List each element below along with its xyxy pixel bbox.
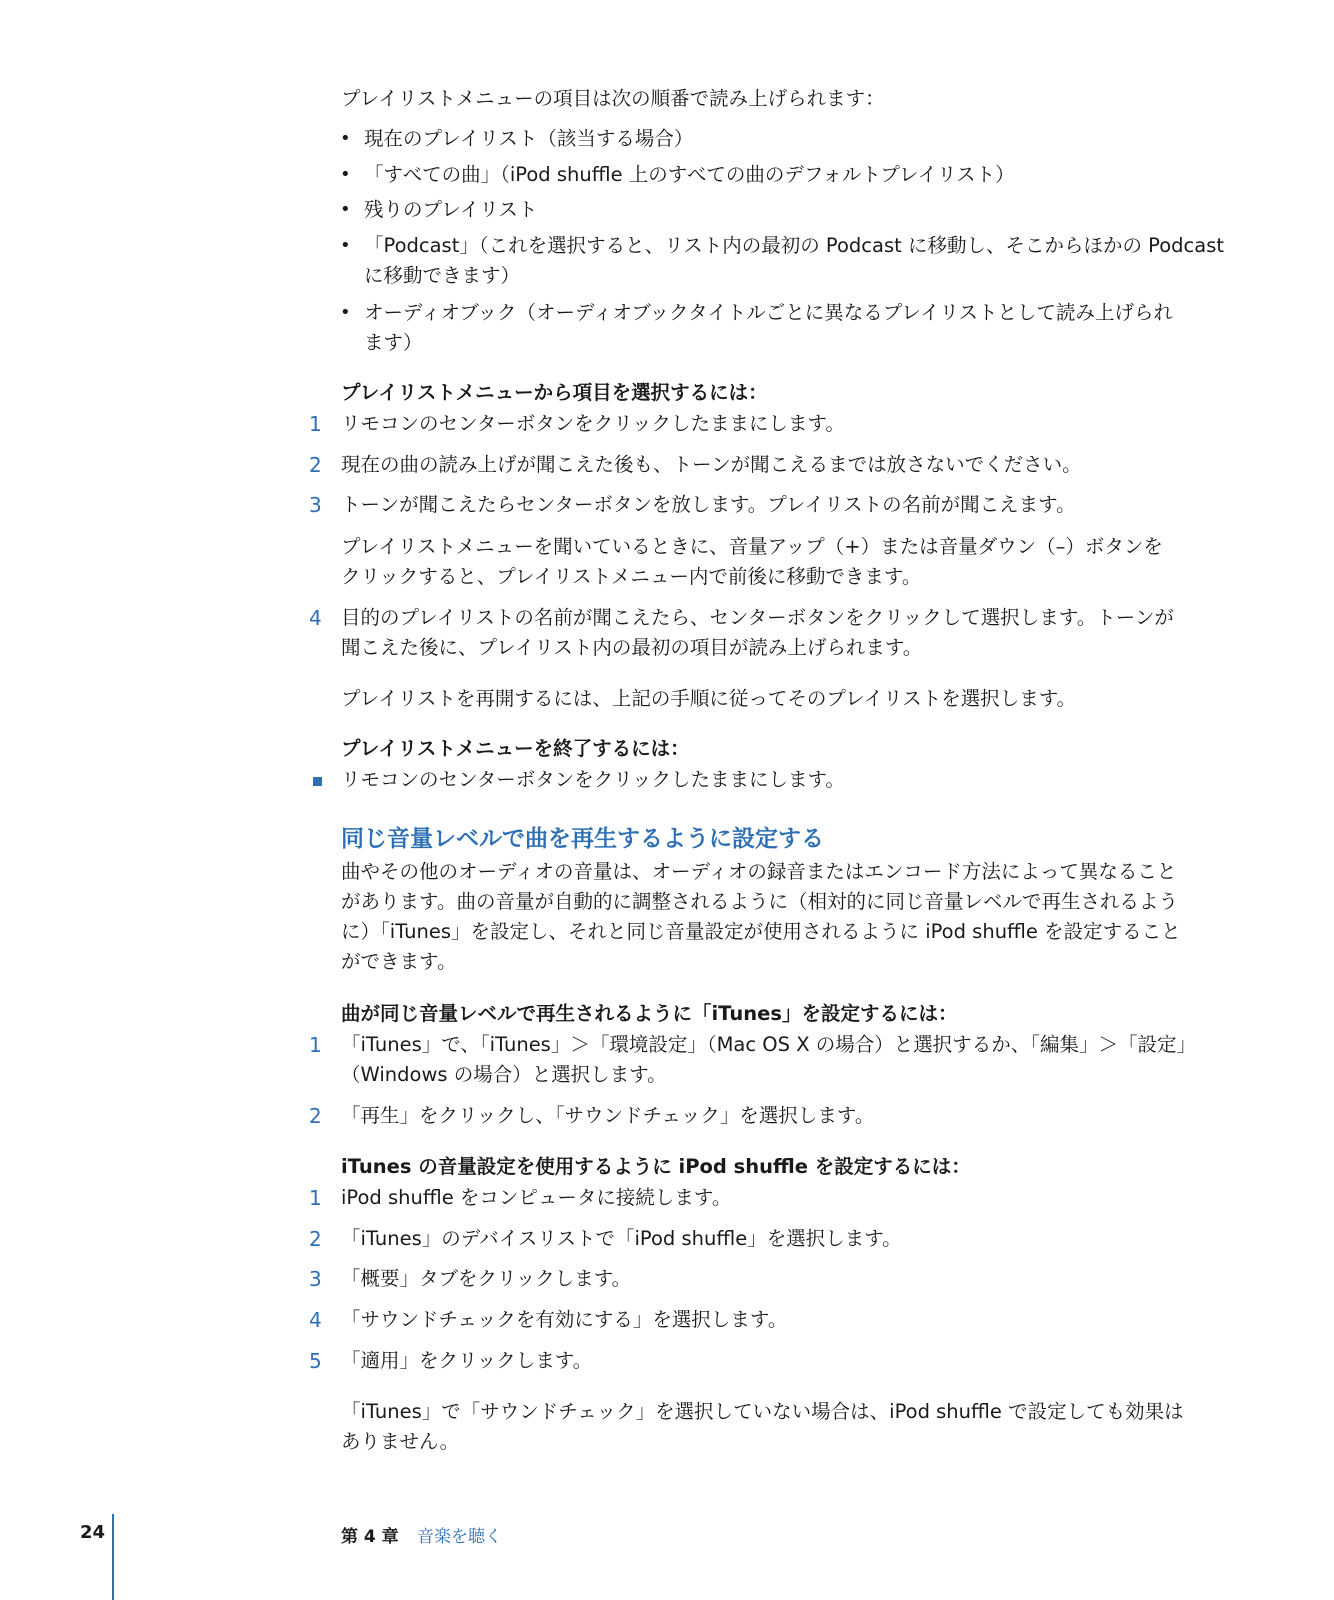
step-number: 1: [309, 1033, 322, 1057]
resume-text: プレイリストを再開するには、上記の手順に従ってそのプレイリストを選択します。: [341, 687, 1077, 710]
square-bullet-icon: [313, 777, 322, 786]
bullet-dot: •: [340, 199, 351, 220]
step-text: 「iTunes」で、「iTunes」＞「環境設定」（Mac OS X の場合）と選択するか、「編集」＞「設定」: [341, 1033, 1197, 1056]
bullet-dot: •: [340, 302, 351, 323]
step-number: 2: [309, 1227, 322, 1251]
step-number: 5: [309, 1349, 322, 1373]
bullet-dot: •: [340, 235, 351, 256]
footer-divider: [112, 1514, 114, 1600]
step-text-continued: （Windows の場合）と選択します。: [341, 1063, 667, 1086]
page-number: 24: [80, 1522, 106, 1543]
step-text: 「再生」をクリックし、「サウンドチェック」を選択します。: [341, 1104, 875, 1127]
subheading-ipod: iTunes の音量設定を使用するように iPod shuffle を設定するには：: [341, 1155, 971, 1178]
step-text: iPod shuffle をコンピュータに接続します。: [341, 1186, 732, 1209]
exit-item-text: リモコンのセンターボタンをクリックしたままにします。: [341, 768, 845, 791]
bullet-item: オーディオブック（オーディオブックタイトルごとに異なるプレイリストとして読み上げられ: [364, 301, 1174, 324]
section-paragraph: に）「iTunes」を設定し、それと同じ音量設定が使用されるように iPod shuffle を設定すること: [341, 920, 1181, 943]
chapter-title: 音楽を聴く: [417, 1527, 502, 1547]
step-number: 2: [309, 1104, 322, 1128]
step-text: 目的のプレイリストの名前が聞こえたら、センターボタンをクリックして選択します。トーンが: [341, 606, 1174, 629]
subheading-itunes: 曲が同じ音量レベルで再生されるように「iTunes」を設定するには：: [341, 1002, 958, 1025]
bullet-item-continued: に移動できます）: [364, 264, 521, 287]
section-heading: 同じ音量レベルで曲を再生するように設定する: [341, 826, 824, 852]
bullet-item: 「すべての曲」（iPod shuffle 上のすべての曲のデフォルトプレイリスト）: [364, 163, 1015, 186]
bullet-dot: •: [340, 164, 351, 185]
step-number: 4: [309, 1308, 322, 1332]
bullet-item-continued: ます）: [364, 331, 423, 354]
step-text: トーンが聞こえたらセンターボタンを放します。プレイリストの名前が聞こえます。: [341, 493, 1076, 516]
final-note: 「iTunes」で「サウンドチェック」を選択していない場合は、iPod shuffle で設定しても効果は: [341, 1400, 1184, 1423]
bullet-item: 残りのプレイリスト: [364, 198, 538, 221]
step-text: 「概要」タブをクリックします。: [341, 1267, 632, 1290]
section-paragraph: があります。曲の音量が自動的に調整されるように（相対的に同じ音量レベルで再生されるよう: [341, 890, 1178, 913]
note-text: クリックすると、プレイリストメニュー内で前後に移動できます。: [341, 565, 922, 588]
subheading-exit: プレイリストメニューを終了するには：: [341, 737, 690, 760]
step-text: 「iTunes」のデバイスリストで「iPod shuffle」を選択します。: [341, 1227, 902, 1250]
step-text: 現在の曲の読み上げが聞こえた後も、トーンが聞こえるまでは放さないでください。: [341, 453, 1082, 476]
bullet-item: 「Podcast」（これを選択すると、リスト内の最初の Podcast に移動し、そこからほかの Podcast: [364, 234, 1225, 257]
step-text: 「サウンドチェックを有効にする」を選択します。: [341, 1308, 788, 1331]
step-number: 1: [309, 412, 322, 436]
step-text: リモコンのセンターボタンをクリックしたままにします。: [341, 412, 845, 435]
bullet-dot: •: [340, 128, 351, 149]
step-text: 「適用」をクリックします。: [341, 1349, 593, 1372]
step-text-continued: 聞こえた後に、プレイリスト内の最初の項目が読み上げられます。: [341, 636, 923, 659]
intro-text: プレイリストメニューの項目は次の順番で読み上げられます：: [341, 87, 885, 110]
step-number: 2: [309, 453, 322, 477]
step-number: 4: [309, 606, 322, 630]
subheading-select: プレイリストメニューから項目を選択するには：: [341, 381, 768, 404]
chapter-label: 第 4 章: [341, 1527, 399, 1547]
section-paragraph: ができます。: [341, 950, 457, 973]
bullet-item: 現在のプレイリスト（該当する場合）: [364, 127, 694, 150]
section-paragraph: 曲やその他のオーディオの音量は、オーディオの録音またはエンコード方法によって異なること: [341, 860, 1177, 883]
note-text: プレイリストメニューを聞いているときに、音量アップ（+）または音量ダウン（–）ボタンを: [341, 535, 1163, 558]
final-note: ありません。: [341, 1430, 460, 1453]
step-number: 3: [309, 493, 322, 517]
step-number: 3: [309, 1267, 322, 1291]
step-number: 1: [309, 1186, 322, 1210]
